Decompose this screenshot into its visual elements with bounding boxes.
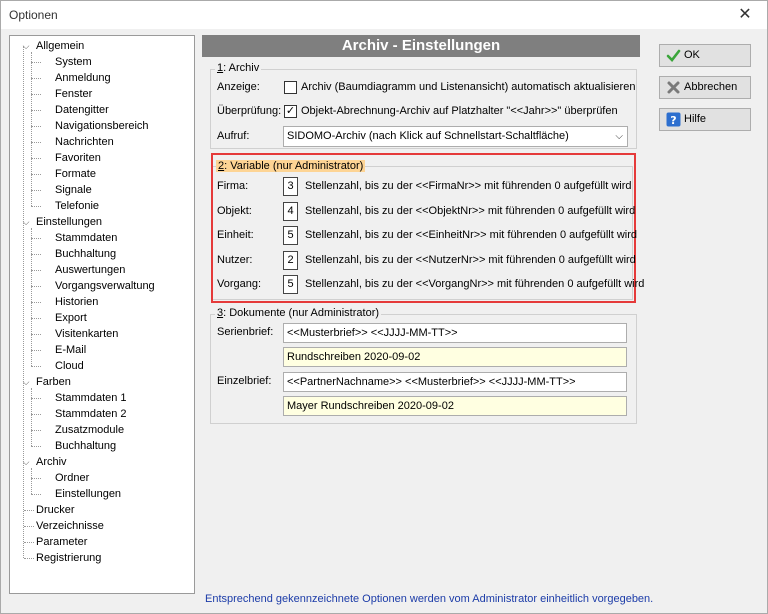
tree-item-zusatzmodule[interactable] (30, 422, 125, 438)
tree-connector (31, 446, 41, 447)
help-icon (666, 112, 681, 127)
serienbrief-preview: Rundschreiben 2020-09-02 (283, 347, 627, 367)
tree-item-label: Registrierung (36, 552, 102, 564)
tree-connector (31, 254, 41, 255)
tree-connector (31, 126, 41, 127)
tree-item-label: Zusatzmodule (55, 424, 125, 436)
tree-item-stammdaten-2[interactable] (30, 406, 128, 422)
tree-connector (31, 142, 41, 143)
tree-item-datengitter[interactable] (30, 102, 110, 118)
tree-item-label: Signale (55, 184, 92, 196)
firma-label: Firma: (217, 180, 249, 192)
vorgang-label: Vorgang: (217, 278, 262, 290)
expand-chevron-icon[interactable]: ⌵ (22, 377, 30, 387)
anzeige-label: Anzeige: (217, 81, 260, 93)
tree-item-formate[interactable] (30, 166, 97, 182)
hilfe-button[interactable] (659, 108, 751, 131)
tree-item-label: Parameter (36, 536, 88, 548)
tree-item-stammdaten-1[interactable] (30, 390, 128, 406)
tree-item-verzeichnisse[interactable] (22, 518, 105, 534)
tree-connector (31, 478, 41, 479)
tree-item-historien[interactable] (30, 294, 99, 310)
tree-item-auswertungen[interactable] (30, 262, 126, 278)
nutzer-label: Nutzer: (217, 253, 253, 266)
tree-item-label: Formate (55, 168, 96, 180)
chevron-down-icon: ⌵ (615, 131, 623, 142)
archiv-group-title: 1: Archiv (217, 62, 260, 74)
tree-connector (31, 158, 41, 159)
tree-item-einstellungen[interactable] (30, 486, 122, 502)
tree-connector (31, 350, 41, 351)
tree-item-einstellungen[interactable] (22, 214, 103, 230)
serienbrief-input[interactable]: <<Musterbrief>> <<JJJJ-MM-TT>> (283, 323, 627, 343)
tree-item-cloud[interactable] (30, 358, 85, 374)
objekt-description: Stellenzahl, bis zu der <<ObjektNr>> mit führenden 0 aufgefüllt wird (305, 204, 636, 217)
einzelbrief-input[interactable]: <<PartnerNachname>> <<Musterbrief>> <<JJJJ-MM-TT>> (283, 372, 627, 392)
tree-item-label: Historien (55, 296, 99, 308)
tree-item-buchhaltung[interactable] (30, 246, 117, 262)
firma-description: Stellenzahl, bis zu der <<FirmaNr>> mit führenden 0 aufgefüllt wird (305, 180, 632, 192)
tree-item-label: Stammdaten 1 (55, 392, 127, 404)
tree-connector (24, 542, 34, 543)
tree-connector (24, 558, 34, 559)
vorgang-digits-input[interactable]: 5 (283, 275, 298, 294)
tree-root-line (23, 46, 24, 558)
tree-item-navigationsbereich[interactable] (30, 118, 150, 134)
firma-digits-input[interactable]: 3 (283, 177, 298, 196)
tree-item-label: Favoriten (55, 152, 101, 164)
tree-item-label: Farben (36, 376, 71, 388)
aufruf-select[interactable] (283, 126, 628, 147)
tree-item-anmeldung[interactable] (30, 70, 112, 86)
tree-item-buchhaltung[interactable] (30, 438, 117, 454)
tree-item-parameter[interactable] (22, 534, 88, 550)
tree-item-label: Buchhaltung (55, 248, 117, 260)
tree-connector (31, 286, 41, 287)
tree-connector (31, 94, 41, 95)
check-icon (666, 48, 681, 63)
hilfe-button-label: Hilfe (684, 113, 707, 125)
objekt-digits-input[interactable]: 4 (283, 202, 298, 221)
tree-item-label: Stammdaten 2 (55, 408, 127, 420)
tree-item-favoriten[interactable] (30, 150, 102, 166)
close-icon[interactable]: ✕ (738, 6, 752, 23)
anzeige-checkbox-label[interactable]: Archiv (Baumdiagramm und Listenansicht) automatisch aktualisieren (301, 81, 636, 93)
tree-connector (31, 62, 41, 63)
tree-branch-line (31, 388, 32, 446)
tree-item-label: Verzeichnisse (36, 520, 104, 532)
einheit-digits-input[interactable]: 5 (283, 226, 298, 245)
tree-item-signale[interactable] (30, 182, 93, 198)
einheit-label: Einheit: (217, 229, 254, 241)
tree-connector (31, 414, 41, 415)
tree-connector (31, 78, 41, 79)
tree-item-label: Nachrichten (55, 136, 114, 148)
tree-item-label: Navigationsbereich (55, 120, 149, 132)
tree-branch-line (31, 468, 32, 494)
tree-item-label: Visitenkarten (55, 328, 119, 340)
einzelbrief-label: Einzelbrief: (217, 375, 272, 387)
tree-connector (31, 190, 41, 191)
tree-item-label: Buchhaltung (55, 440, 117, 452)
tree-item-label: Datengitter (55, 104, 109, 116)
tree-connector (31, 318, 41, 319)
tree-item-label: Drucker (36, 504, 75, 516)
tree-item-label: Stammdaten (55, 232, 118, 244)
einheit-description: Stellenzahl, bis zu der <<EinheitNr>> mit führenden 0 aufgefüllt wird (305, 229, 638, 241)
tree-item-farben[interactable] (22, 374, 72, 390)
aufruf-select-value: SIDOMO-Archiv (nach Klick auf Schnellstart-Schaltfläche) (287, 130, 569, 142)
tree-item-label: Einstellungen (55, 488, 122, 500)
tree-branch-line (31, 52, 32, 206)
svg-text:?: ? (670, 114, 677, 127)
objekt-label: Objekt: (217, 204, 252, 217)
tree-item-drucker[interactable] (22, 502, 76, 518)
tree-item-label: Cloud (55, 360, 84, 372)
expand-chevron-icon[interactable]: ⌵ (22, 41, 30, 51)
abbrechen-button-label: Abbrechen (684, 81, 738, 93)
tree-connector (31, 398, 41, 399)
admin-note: Entsprechend gekennzeichnete Optionen werden vom Administrator einheitlich vorgegeben. (205, 593, 654, 605)
tree-item-label: Vorgangsverwaltung (55, 280, 155, 292)
tree-item-vorgangsverwaltung[interactable] (30, 278, 156, 294)
tree-item-e-mail[interactable] (30, 342, 87, 358)
tree-item-label: Archiv (36, 456, 67, 468)
expand-chevron-icon[interactable]: ⌵ (22, 217, 30, 227)
tree-item-label: Allgemein (36, 40, 85, 52)
tree-connector (24, 526, 34, 527)
tree-connector (31, 430, 41, 431)
tree-item-fenster[interactable] (30, 86, 93, 102)
vorgang-description: Stellenzahl, bis zu der <<VorgangNr>> mit führenden 0 aufgefüllt wird (305, 278, 645, 290)
tree-item-label: Telefonie (55, 200, 100, 212)
tree-item-registrierung[interactable] (22, 550, 102, 566)
tree-item-archiv[interactable] (22, 454, 68, 470)
nutzer-description: Stellenzahl, bis zu der <<NutzerNr>> mit führenden 0 aufgefüllt wird (305, 253, 636, 266)
tree-item-system[interactable] (30, 54, 93, 70)
anzeige-checkbox[interactable] (284, 81, 297, 94)
tree-item-nachrichten[interactable] (30, 134, 115, 150)
tree-connector (31, 334, 41, 335)
nutzer-digits-input[interactable]: 2 (283, 251, 298, 270)
tree-connector (31, 302, 41, 303)
einzelbrief-preview: Mayer Rundschreiben 2020-09-02 (283, 396, 627, 416)
title-bar (1, 1, 767, 29)
tree-item-telefonie[interactable] (30, 198, 100, 214)
tree-connector (31, 270, 41, 271)
dokumente-group-title: 3: Dokumente (nur Administrator) (217, 307, 380, 319)
tree-item-label: Ordner (55, 472, 90, 484)
panel-title: Archiv - Einstellungen (202, 35, 640, 57)
options-tree[interactable] (9, 35, 195, 594)
tree-item-stammdaten[interactable] (30, 230, 118, 246)
expand-chevron-icon[interactable]: ⌵ (22, 457, 30, 467)
tree-item-label: Einstellungen (36, 216, 103, 228)
tree-connector (31, 206, 41, 207)
cancel-icon (666, 80, 681, 95)
tree-item-visitenkarten[interactable] (30, 326, 119, 342)
tree-item-export[interactable] (30, 310, 88, 326)
tree-item-label: Fenster (55, 88, 93, 100)
tree-item-label: E-Mail (55, 344, 87, 356)
tree-connector (31, 494, 41, 495)
ok-button-label: OK (684, 49, 700, 61)
tree-item-label: System (55, 56, 92, 68)
tree-item-label: Export (55, 312, 87, 324)
tree-branch-line (31, 228, 32, 366)
tree-connector (24, 510, 34, 511)
tree-connector (31, 110, 41, 111)
ueberpruefung-label: Überprüfung: (217, 105, 282, 117)
ueberpruefung-checkbox[interactable]: ✓ (285, 105, 296, 117)
aufruf-label: Aufruf: (217, 130, 250, 142)
tree-item-label: Anmeldung (55, 72, 111, 84)
variable-group-title: 2: Variable (nur Administrator) (218, 160, 364, 172)
window-title: Optionen (9, 8, 58, 22)
tree-item-label: Auswertungen (55, 264, 126, 276)
ueberpruefung-checkbox-label[interactable]: Objekt-Abrechnung-Archiv auf Platzhalter "<<Jahr>>" überprüfen (301, 105, 618, 117)
abbrechen-button[interactable] (659, 76, 751, 99)
tree-connector (31, 174, 41, 175)
serienbrief-label: Serienbrief: (217, 326, 274, 338)
tree-item-ordner[interactable] (30, 470, 90, 486)
tree-connector (31, 238, 41, 239)
ok-button[interactable] (659, 44, 751, 67)
tree-connector (31, 366, 41, 367)
